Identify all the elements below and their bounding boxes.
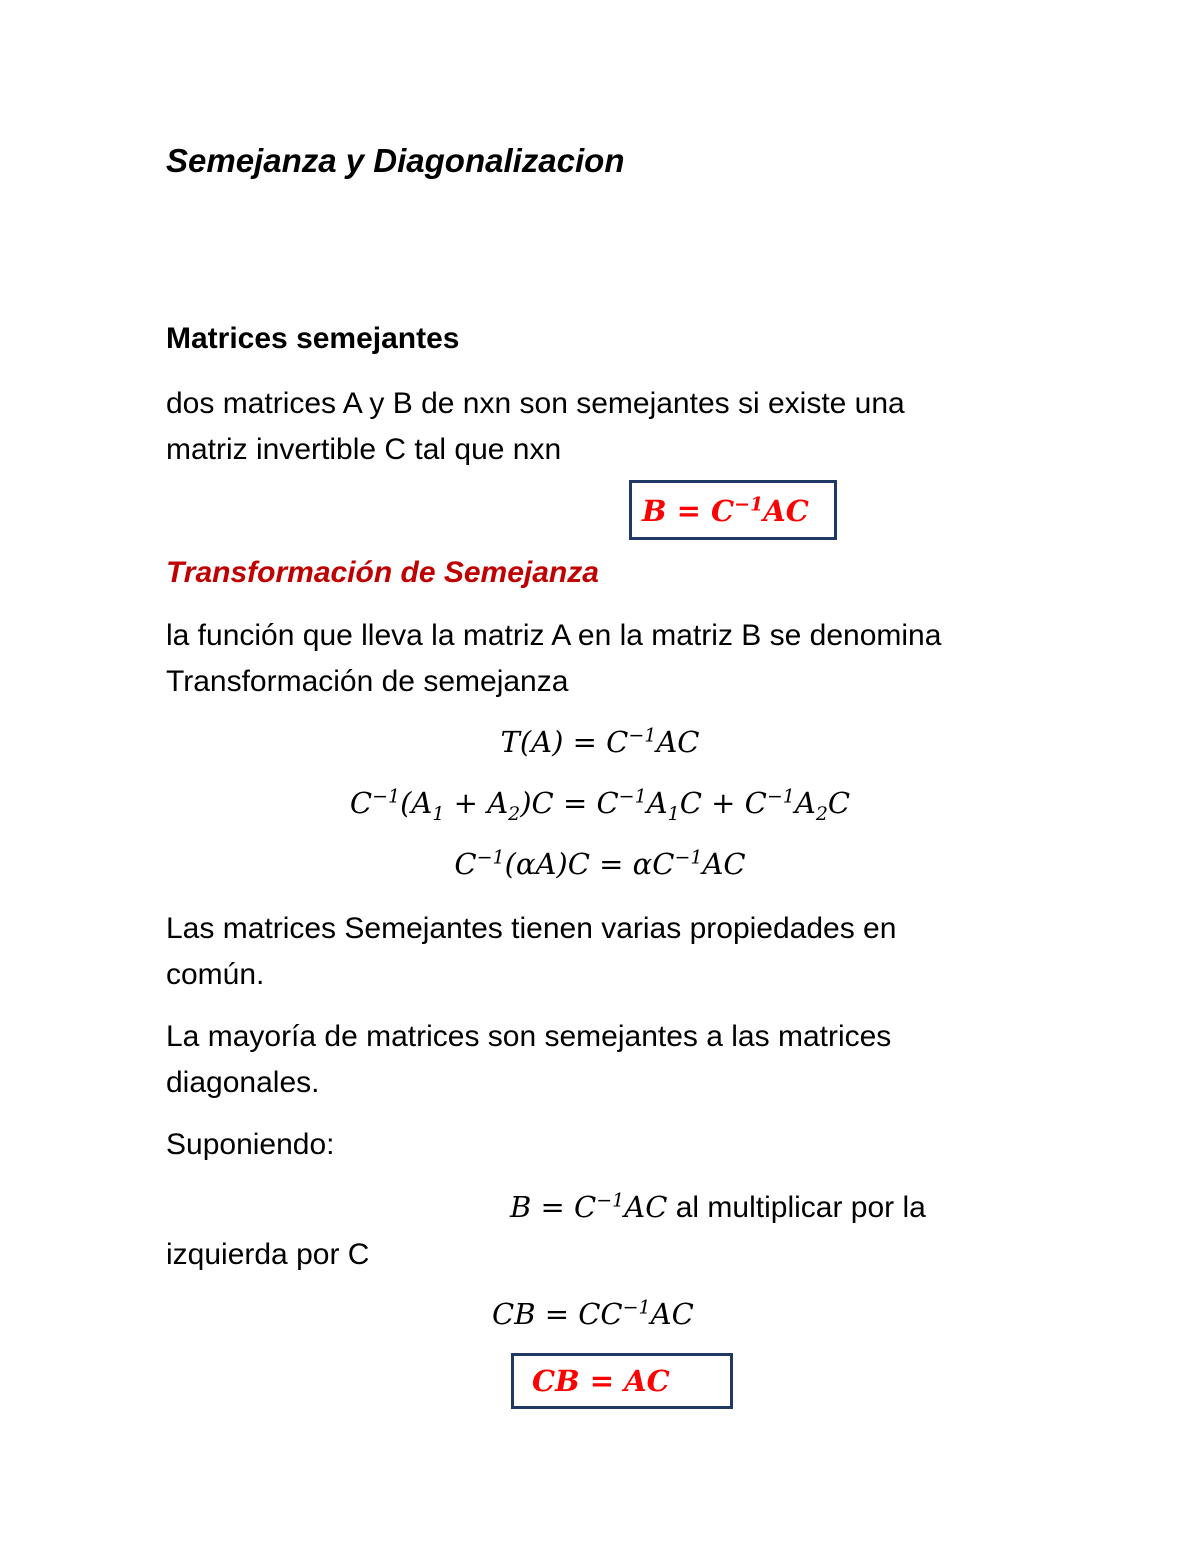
page-title: Semejanza y Diagonalizacion: [166, 142, 625, 179]
eq4-lhs: B = C: [510, 1190, 597, 1224]
eq2-part: C: [827, 786, 851, 820]
equation-cb: [492, 1297, 694, 1331]
eq4-rhs: AC: [624, 1190, 668, 1224]
eq2-part: A: [794, 786, 816, 820]
eq2-subscript: 1: [432, 802, 445, 825]
equation-linearity-scalar: [0, 847, 1200, 881]
formula-b: B: [642, 494, 667, 528]
left-multiply-line: izquierda por C: [166, 1238, 370, 1271]
eq3-part: C: [454, 847, 477, 881]
eq2-subscript: 2: [815, 802, 828, 825]
diagonal-paragraph-line2: diagonales.: [166, 1066, 320, 1099]
formula-c: C: [711, 494, 735, 528]
diagonal-paragraph-line1: La mayoría de matrices son semejantes a las matrices: [166, 1020, 892, 1053]
eq2-part: + A: [444, 786, 509, 820]
eq5-exponent: −1: [622, 1296, 651, 1319]
eq4-math: [510, 1190, 667, 1224]
eq2-exponent: −1: [766, 785, 795, 808]
formula-ac: AC: [763, 494, 809, 528]
similarity-formula-box: [629, 480, 837, 540]
eq5-rhs: AC: [650, 1297, 694, 1331]
suponiendo-label: Suponiendo:: [166, 1128, 335, 1161]
properties-paragraph-line2: común.: [166, 958, 265, 991]
eq1-lhs: T(A) = C: [500, 725, 629, 759]
eq2-part: )C = C: [520, 786, 619, 820]
eq2-part: (A: [400, 786, 433, 820]
eq5-lhs: CB = CC: [492, 1297, 623, 1331]
definition-paragraph-line2: matriz invertible C tal que nxn: [166, 433, 562, 466]
transformation-paragraph-line2: Transformación de semejanza: [166, 665, 569, 698]
eq2-subscript: 2: [508, 802, 521, 825]
equation-linearity-sum: [0, 785, 1200, 825]
eq2-part: A: [646, 786, 668, 820]
equation-transformation: [0, 725, 1200, 759]
eq3-exponent: −1: [674, 846, 703, 869]
eq3-part: AC: [702, 847, 746, 881]
formula-exponent: −1: [734, 493, 764, 516]
eq2-exponent: −1: [618, 785, 647, 808]
section-heading-transformacion: Transformación de Semejanza: [166, 556, 599, 589]
properties-paragraph-line1: Las matrices Semejantes tienen varias propiedades en: [166, 912, 897, 945]
result-formula: CB = AC: [532, 1364, 670, 1398]
eq3-exponent: −1: [476, 846, 505, 869]
eq2-subscript: 1: [667, 802, 680, 825]
eq4-text: al multiplicar por la: [667, 1191, 926, 1224]
eq2-part: C: [349, 786, 373, 820]
eq2-part: C + C: [679, 786, 767, 820]
result-formula-box: [511, 1353, 733, 1409]
eq1-rhs: AC: [656, 725, 700, 759]
transformation-paragraph-line1: la función que lleva la matriz A en la matriz B se denomina: [166, 619, 942, 652]
eq2-exponent: −1: [372, 785, 401, 808]
section-heading-matrices-semejantes: Matrices semejantes: [166, 322, 460, 355]
similarity-formula: [642, 494, 809, 528]
equation-with-text: [510, 1184, 926, 1231]
formula-equals: =: [666, 494, 712, 528]
eq4-exponent: −1: [596, 1189, 625, 1212]
eq3-part: (αA)C = αC: [504, 847, 675, 881]
definition-paragraph-line1: dos matrices A y B de nxn son semejantes si existe una: [166, 387, 905, 420]
eq1-exponent: −1: [628, 724, 657, 747]
